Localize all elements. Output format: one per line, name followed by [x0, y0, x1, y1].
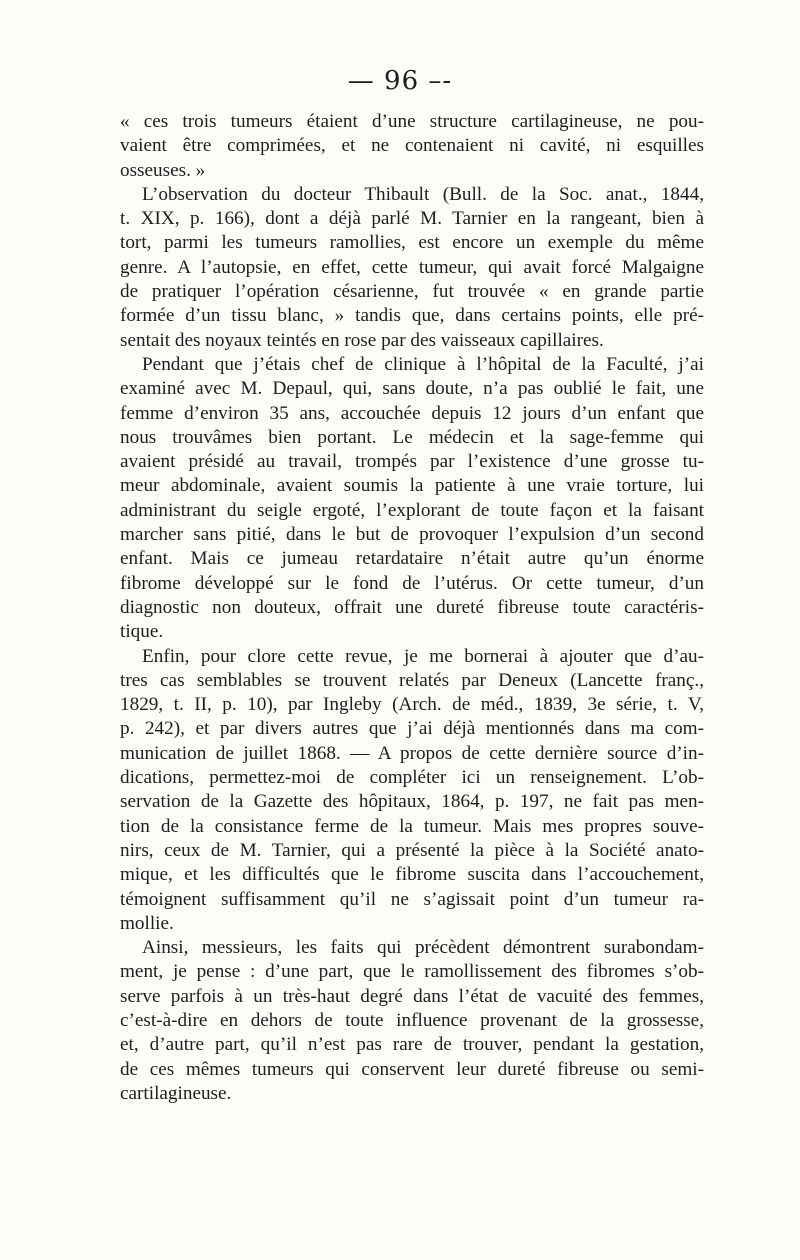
text-line: tres cas semblables se trouvent relatés par Deneux (Lancette franç.,: [120, 669, 704, 691]
text-line: fibrome développé sur le fond de l’utérus. Or cette tumeur, d’un: [120, 572, 704, 594]
text-line: de ces mêmes tumeurs qui conservent leur dureté fibreuse ou semi-: [120, 1058, 704, 1080]
text-line: formée d’un tissu blanc, » tandis que, dans certains points, elle pré-: [120, 305, 704, 327]
text-line: c’est-à-dire en dehors de toute influence provenant de la grossesse,: [120, 1009, 704, 1031]
text-line: vaient être comprimées, et ne contenaient ni cavité, ni esquilles: [120, 135, 704, 157]
text-line: avaient présidé au travail, trompés par l’existence d’une grosse tu-: [120, 451, 704, 473]
text-line: de pratiquer l’opération césarienne, fut trouvée « en grande partie: [120, 281, 704, 303]
text-line: tique.: [120, 621, 164, 643]
text-line: ment, je pense : d’une part, que le ramollissement des fibromes s’ob-: [120, 961, 704, 983]
text-line: cartilagineuse.: [120, 1082, 232, 1104]
text-line: meur abdominale, avaient soumis la patiente à une vraie torture, lui: [120, 475, 704, 497]
text-line: p. 242), et par divers autres que j’ai déjà mentionnés dans ma com-: [120, 718, 704, 740]
text-line: servation de la Gazette des hôpitaux, 1864, p. 197, ne fait pas men-: [120, 791, 704, 813]
text-line: sentait des noyaux teintés en rose par des vaisseaux capillaires.: [120, 329, 604, 351]
page-number: — 96 –-: [347, 66, 453, 96]
text-line: administrant du seigle ergoté, l’explorant de toute façon et la faisant: [120, 499, 704, 521]
text-line: diagnostic non douteux, offrait une dureté fibreuse toute caractéris-: [120, 596, 704, 618]
text-line: dications, permettez-moi de compléter ici un renseignement. L’ob-: [120, 767, 704, 789]
text-line: mique, et les difficultés que le fibrome suscita dans l’accouchement,: [120, 864, 704, 886]
text-line: marcher sans pitié, dans le but de provoquer l’expulsion d’un second: [120, 524, 704, 546]
text-line: L’observation du docteur Thibault (Bull. de la Soc. anat., 1844,: [142, 183, 704, 205]
text-line: munication de juillet 1868. — A propos de cette dernière source d’in-: [120, 742, 704, 764]
text-line: Ainsi, messieurs, les faits qui précèdent démontrent surabondam-: [142, 937, 704, 959]
text-line: nirs, ceux de M. Tarnier, qui a présenté la pièce à la Société anato-: [120, 839, 704, 861]
text-line: genre. A l’autopsie, en effet, cette tumeur, qui avait forcé Malgaigne: [120, 256, 704, 278]
text-line: examiné avec M. Depaul, qui, sans doute, n’a pas oublié le fait, une: [120, 378, 704, 400]
body-text: [120, 110, 704, 1106]
text-line: et, d’autre part, qu’il n’est pas rare de trouver, pendant la gestation,: [120, 1034, 704, 1056]
text-line: enfant. Mais ce jumeau retardataire n’était autre qu’un énorme: [120, 548, 704, 570]
text-line: mollie.: [120, 912, 174, 934]
text-line: tort, parmi les tumeurs ramollies, est encore un exemple du même: [120, 232, 704, 254]
text-line: osseuses. »: [120, 159, 206, 181]
text-line: 1829, t. II, p. 10), par Ingleby (Arch. de méd., 1839, 3e série, t. V,: [120, 694, 704, 716]
text-line: tion de la consistance ferme de la tumeur. Mais mes propres souve-: [120, 815, 704, 837]
text-line: femme d’environ 35 ans, accouchée depuis 12 jours d’un enfant que: [120, 402, 704, 424]
text-line: serve parfois à un très-haut degré dans l’état de vacuité des femmes,: [120, 985, 704, 1007]
text-line: nous trouvâmes bien portant. Le médecin et la sage-femme qui: [120, 426, 704, 448]
text-line: « ces trois tumeurs étaient d’une structure cartilagineuse, ne pou-: [120, 111, 704, 132]
text-line: Pendant que j’étais chef de clinique à l’hôpital de la Faculté, j’ai: [142, 353, 704, 375]
text-line: témoignent suffisamment qu’il ne s’agissait point d’un tumeur ra-: [120, 888, 704, 910]
text-line: Enfin, pour clore cette revue, je me bornerai à ajouter que d’au-: [142, 645, 704, 667]
text-line: t. XIX, p. 166), dont a déjà parlé M. Tarnier en la rangeant, bien à: [120, 208, 704, 230]
